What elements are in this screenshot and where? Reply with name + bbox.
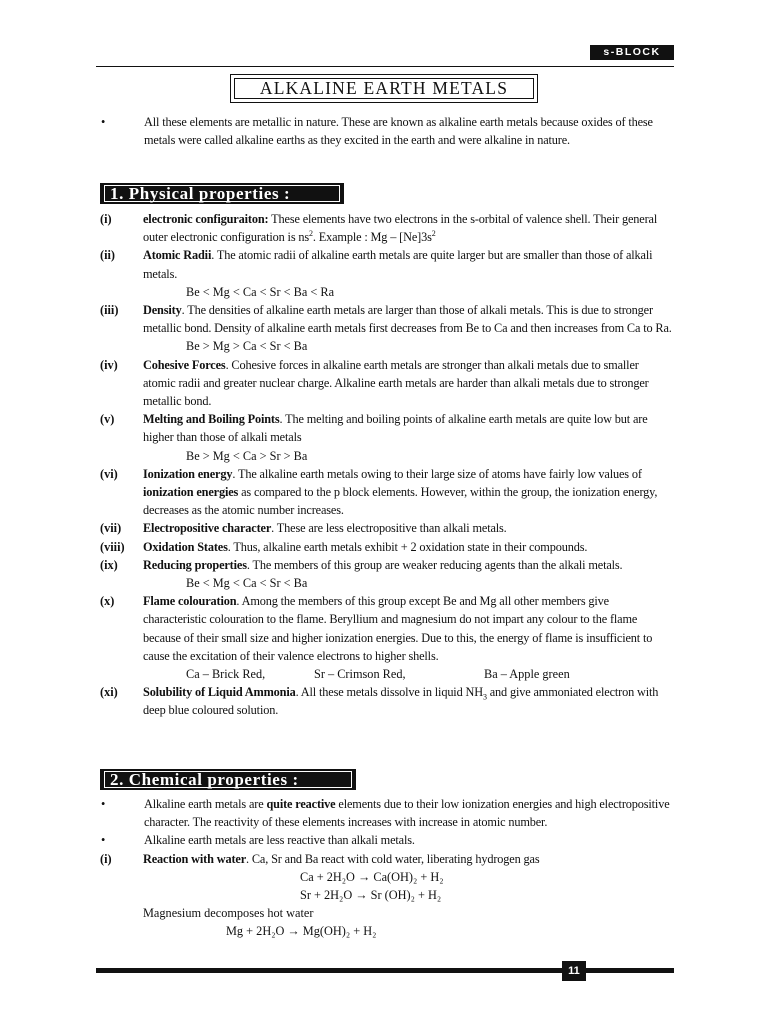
equation: Ca + 2H₂O → Ca(OH)₂ + H₂	[300, 869, 444, 884]
intro-text: All these elements are metallic in nature. These are known as alkaline earth metals because oxides of these metals were called alkaline earths as they excited in the earth and were alkaline in nature.	[144, 115, 653, 148]
list-item: (i) Reaction with water. Ca, Sr and Ba react with cold water, liberating hydrogen gas	[100, 851, 540, 866]
equation: Be > Mg < Ca > Sr > Ba	[186, 448, 308, 463]
physical-properties-section	[100, 183, 672, 720]
list-item: (x) Flame colouration. Among the members of this group except Be and Mg all other members give characteristic colouration to the flame. Beryllium and magnesium do not impart any colour to the flame because of their small size and higher ionization energies. Due to this, the energy of flame is insufficient to cause the excitation of their valence electrons to higher shells.	[100, 594, 653, 663]
equation: Be < Mg < Ca < Sr < Ba < Ra	[186, 284, 335, 299]
title-box	[230, 74, 538, 103]
flame-colours: Ca – Brick Red, Sr – Crimson Red, Ba – Apple green	[186, 667, 570, 682]
chemical-properties-section	[100, 769, 672, 941]
intro-bullet	[100, 113, 672, 149]
footer-rule	[96, 968, 674, 973]
list-item: (vii) Electropositive character. These are less electropositive than alkali metals.	[100, 521, 507, 536]
page-number: 11	[562, 961, 586, 981]
list-item: (v) Melting and Boiling Points. The melting and boiling points of alkaline earth metals are quite low but are higher than those of alkali metals	[100, 412, 648, 445]
page-title: ALKALINE EARTH METALS	[234, 78, 534, 99]
list-item: (ix) Reducing properties. The members of this group are weaker reducing agents than the alkali metals.	[100, 557, 623, 572]
intro-section	[100, 113, 672, 149]
chapter-tag: s-BLOCK	[590, 45, 674, 60]
list-item: • Alkaline earth metals are less reactive than alkali metals.	[100, 831, 672, 849]
header-rule	[96, 66, 674, 67]
list-item: (xi) Solubility of Liquid Ammonia. All these metals dissolve in liquid $NH_3$ and give ammoniated electron with deep blue coloured solution.	[100, 685, 659, 718]
bullet-marker: •	[101, 797, 106, 811]
list-item: (i) electronic configuraiton: These elements have two electrons in the s-orbital of valence shell. Their general outer electronic configuration is $ns^2$. Example : Mg – $[Ne]3s^2$	[100, 212, 658, 245]
list-item: (iv) Cohesive Forces. Cohesive forces in alkaline earth metals are stronger than alkali metals due to smaller atomic radii and greater nuclear charge. Alkaline earth metals are harder than alkali metals due to stronger metallic bond.	[100, 357, 649, 409]
section-heading-chemical: 2. Chemical properties :	[100, 769, 356, 790]
list-item: • Alkaline earth metals are quite reactive elements due to their low ionization energies and high electropositive character. The reactivity of these elements increases with increase in atomic number.	[100, 795, 672, 831]
equation: Sr + 2H₂O → Sr (OH)₂ + H₂	[300, 888, 442, 903]
bullet-marker: •	[101, 115, 106, 129]
section-heading-physical: 1. Physical properties :	[100, 183, 344, 204]
equation: Be < Mg < Ca < Sr < Ba	[186, 576, 308, 591]
list-item: (vi) Ionization energy. The alkaline earth metals owing to their large size of atoms have fairly low values of ionization energies as compared to the p block elements. However, within the group, the ionization energy, decreases as the atomic number increases.	[100, 466, 658, 518]
list-item: (viii) Oxidation States. Thus, alkaline earth metals exhibit + 2 oxidation state in their compounds.	[100, 539, 588, 554]
bullet-marker: •	[101, 833, 106, 848]
equation: Mg + 2H₂O → Mg(OH)₂ + H₂	[226, 924, 377, 939]
equation: Be > Mg > Ca < Sr < Ba	[186, 339, 308, 354]
text-line: Magnesium decomposes hot water	[143, 906, 314, 921]
list-item: (iii) Density. The densities of alkaline earth metals are larger than those of alkali metals. This is due to stronger metallic bond. Density of alkaline earth metals first decreases from Be to Ca and then increases from Ca to Ra.	[100, 303, 672, 336]
list-item: (ii) Atomic Radii. The atomic radii of alkaline earth metals are quite larger but are smaller than those of alkali metals.	[100, 248, 653, 281]
